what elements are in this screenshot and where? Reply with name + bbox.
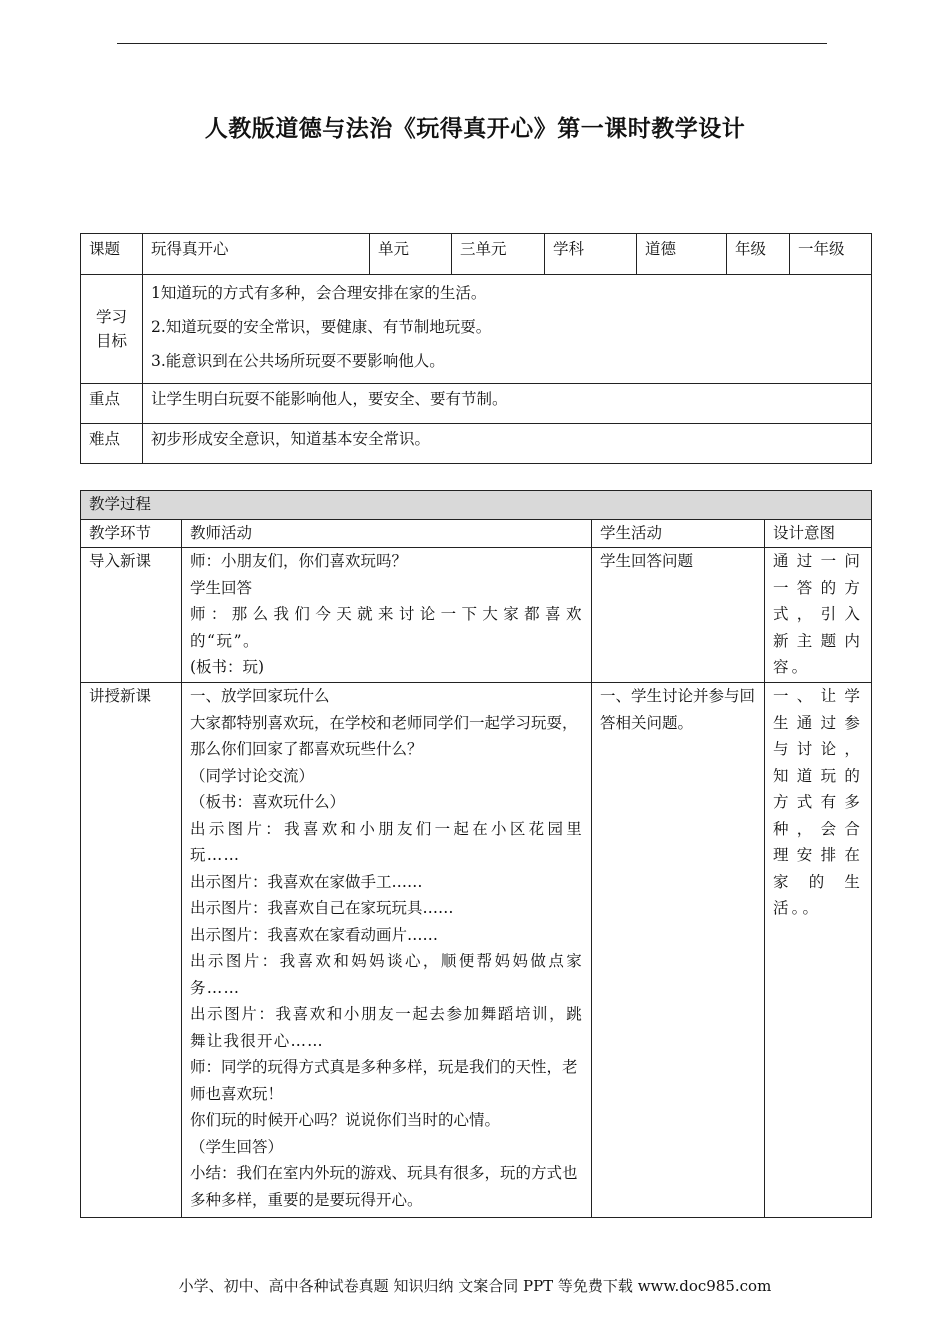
info-row-topic (81, 234, 872, 275)
goals-content (143, 275, 872, 384)
header-student: 学生活动 (592, 520, 765, 548)
stage-cell: 导入新课 (81, 548, 182, 683)
grade-label: 年级 (727, 234, 790, 275)
goals-label: 学习 目标 (81, 275, 143, 384)
teaching-process-table (80, 490, 872, 1218)
teacher-line: 一、放学回家玩什么 (190, 687, 330, 705)
stage-cell: 讲授新课 (81, 683, 182, 1218)
teacher-line: 出示图片：我喜欢和妈妈谈心，顺便帮妈妈做点家务…… (190, 952, 583, 997)
key-label: 重点 (81, 384, 143, 424)
teacher-line: 师：那么我们今天就来讨论一下大家都喜欢的“玩”。 (190, 605, 583, 650)
lesson-info-table (80, 233, 872, 464)
unit-value: 三单元 (452, 234, 545, 275)
goal-item: 2.知道玩耍的安全常识，要健康、有节制地玩耍。 (151, 318, 492, 336)
info-row-goals (81, 275, 872, 384)
info-row-difficulty (81, 424, 872, 464)
teacher-activity-cell (182, 683, 592, 1218)
goal-item: 3.能意识到在公共场所玩耍不要影响他人。 (151, 352, 445, 370)
teacher-line: 出示图片：我喜欢在家做手工…… (190, 872, 423, 891)
teacher-line: 你们玩的时候开心吗？说说你们当时的心情。 (190, 1111, 501, 1129)
design-intent-cell: 一、让学生通过参与讨论，知道玩的方式有多种，会合理安排在家的生活。。 (765, 683, 872, 1218)
header-stage: 教学环节 (81, 520, 182, 548)
teacher-line: （同学讨论交流） (190, 766, 315, 785)
subject-label: 学科 (545, 234, 637, 275)
topic-label: 课题 (81, 234, 143, 275)
teacher-activity-cell (182, 548, 592, 683)
header-rule (117, 43, 827, 44)
difficulty-value: 初步形成安全意识，知道基本安全常识。 (143, 424, 872, 464)
student-activity-cell: 学生回答问题 (592, 548, 765, 683)
teacher-line: 小结：我们在室内外玩的游戏、玩具有很多，玩的方式也多种多样，重要的是要玩得开心。 (190, 1164, 578, 1209)
teacher-line: 出示图片：我喜欢和小朋友们一起在小区花园里玩…… (190, 819, 583, 864)
teacher-line: （学生回答） (190, 1137, 284, 1156)
difficulty-label: 难点 (81, 424, 143, 464)
teacher-line: (板书：玩) (190, 658, 265, 676)
process-header-row (81, 520, 872, 548)
teacher-line: 大家都特别喜欢玩，在学校和老师同学们一起学习玩耍，那么你们回家了都喜欢玩些什么？ (190, 713, 578, 758)
goal-item: 1知道玩的方式有多种，会合理安排在家的生活。 (151, 284, 487, 302)
student-activity-cell: 一、学生讨论并参与回答相关问题。 (592, 683, 765, 1218)
teacher-line: 出示图片：我喜欢在家看动画片…… (190, 925, 439, 944)
process-title: 教学过程 (81, 491, 872, 520)
design-intent-cell: 通过一问一答的方式，引入新主题内容。 (765, 548, 872, 683)
teacher-line: 师：同学的玩得方式真是多种多样，玩是我们的天性，老师也喜欢玩！ (190, 1058, 578, 1103)
teacher-line: 师：小朋友们，你们喜欢玩吗？ (190, 552, 408, 570)
page-footer: 小学、初中、高中各种试卷真题 知识归纳 文案合同 PPT 等免费下载 www.doc985.com (178, 1277, 772, 1295)
subject-value: 道德 (637, 234, 727, 275)
process-row-teaching (81, 683, 872, 1218)
teacher-line: 学生回答 (190, 578, 253, 597)
process-row-intro (81, 548, 872, 683)
header-teacher: 教师活动 (182, 520, 592, 548)
teacher-line: 出示图片：我喜欢和小朋友一起去参加舞蹈培训，跳舞让我很开心…… (190, 1005, 583, 1050)
header-intent: 设计意图 (765, 520, 872, 548)
document-title: 人教版道德与法治《玩得真开心》第一课时教学设计 (204, 115, 746, 142)
unit-label: 单元 (370, 234, 452, 275)
process-title-row (81, 491, 872, 520)
grade-value: 一年级 (790, 234, 872, 275)
teacher-line: （板书：喜欢玩什么） (190, 793, 346, 811)
topic-value: 玩得真开心 (143, 234, 370, 275)
teacher-line: 出示图片：我喜欢自己在家玩玩具…… (190, 899, 454, 917)
info-row-key (81, 384, 872, 424)
key-value: 让学生明白玩耍不能影响他人，要安全、要有节制。 (143, 384, 872, 424)
